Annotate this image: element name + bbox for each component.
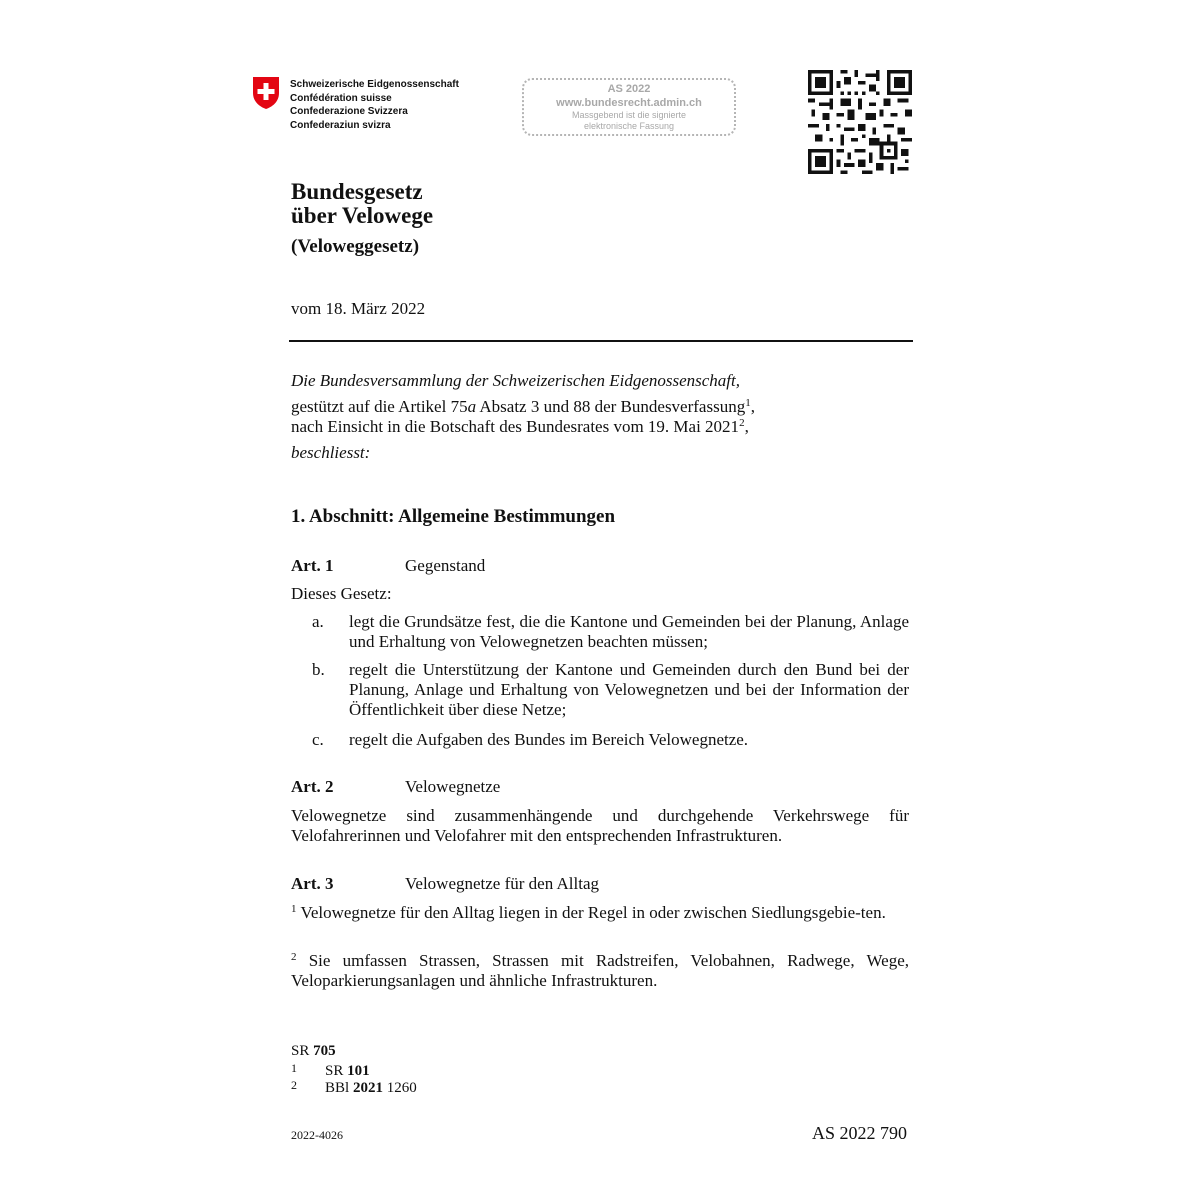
stamp-line4: elektronische Fassung <box>583 121 675 131</box>
article-title: Velowegnetze <box>405 777 501 796</box>
section-heading: 1. Abschnitt: Allgemeine Bestimmungen <box>291 506 616 527</box>
list-item-label: a. <box>312 612 324 631</box>
stamp-line1: AS 2022 <box>607 83 651 95</box>
footnote-number: 2 <box>291 1078 297 1092</box>
list-item-text: regelt die Unterstützung der Kantone und Gemeinden durch den Bund bei der Planung, Anlage und Erhaltung von Velowegnetzen und bei der Information der Öffentlichkeit über diese Netze; <box>349 660 909 719</box>
footnote-ref-1[interactable]: 1 <box>745 397 751 409</box>
preamble-assembly: Die Bundesversammlung der Schweizerischen Eidgenossenschaft, <box>291 371 740 390</box>
stamp-line3: Massgebend ist die signierte <box>571 110 687 120</box>
list-item-text: legt die Grundsätze fest, die die Kantone und Gemeinden bei der Planung, Anlage und Erhaltung von Velowegnetzen beachten müssen; <box>349 612 909 651</box>
preamble-message <box>291 417 749 437</box>
message-comma: , <box>744 417 749 436</box>
article-3-heading <box>291 874 599 894</box>
article-number: Art. 3 <box>291 874 334 893</box>
document-title <box>291 180 433 228</box>
confed-de: Schweizerische Eidgenossenschaft <box>290 79 459 90</box>
basis-comma: , <box>750 397 755 416</box>
enactment-date: vom 18. März 2022 <box>291 299 426 318</box>
article-number: Art. 2 <box>291 777 334 796</box>
list-item-text: regelt die Aufgaben des Bundes im Bereich Velowegnetze. <box>349 730 749 749</box>
list-item-label: b. <box>312 660 325 679</box>
article-number: Art. 1 <box>291 556 334 575</box>
confed-rm: Confederaziun svizra <box>290 119 391 131</box>
footnote-ref-2[interactable]: 2 <box>739 417 745 429</box>
article-title: Gegenstand <box>405 556 486 575</box>
title-divider <box>289 340 913 342</box>
article-3-paragraph-2 <box>291 951 909 991</box>
footnote-prefix: BBl <box>325 1080 353 1096</box>
footnote-2 <box>325 1080 417 1097</box>
document-number: 2022-4026 <box>291 1128 343 1142</box>
paragraph-number: 2 <box>291 951 297 963</box>
preamble-basis <box>291 397 755 417</box>
official-compilation-ref: AS 2022 790 <box>812 1123 908 1143</box>
qr-code-icon <box>808 70 912 174</box>
sr-number <box>291 1043 336 1060</box>
confed-it: Confederazione Svizzera <box>290 106 408 117</box>
paragraph-number: 1 <box>291 903 297 915</box>
preamble-resolves: beschliesst: <box>291 443 371 462</box>
footnote-number: 1 <box>291 1061 297 1075</box>
short-title: (Veloweggesetz) <box>291 236 420 257</box>
authenticity-stamp <box>522 78 736 136</box>
footnote-suffix: 1260 <box>382 1080 417 1096</box>
footnote-1 <box>325 1063 370 1080</box>
sr-prefix: SR <box>291 1043 314 1059</box>
article-3-paragraph-1 <box>291 903 909 923</box>
swiss-crest-icon <box>252 76 280 110</box>
confed-fr: Confédération suisse <box>290 92 392 104</box>
footnote-bold: 101 <box>347 1063 370 1079</box>
stamp-line2: www.bundesrecht.admin.ch <box>556 97 702 109</box>
basis-article-letter: a <box>467 397 477 416</box>
article-1-heading <box>291 556 485 576</box>
article-2-text: Velowegnetze sind zusammenhängende und durchgehende Verkehrswege für Velofahrerinnen und Velofahrer mit den entsprechenden Infrastrukturen. <box>291 806 909 845</box>
paragraph-text: Velowegnetze für den Alltag liegen in der Regel in oder zwischen Siedlungsgebie-ten. <box>300 903 886 922</box>
message-text: nach Einsicht in die Botschaft des Bundesrates vom 19. Mai 2021 <box>291 417 740 436</box>
sr-value: 705 <box>313 1043 336 1059</box>
list-item-label: c. <box>312 730 324 749</box>
confederation-names <box>290 78 459 132</box>
footnote-prefix: SR <box>325 1063 348 1079</box>
paragraph-text: Sie umfassen Strassen, Strassen mit Radstreifen, Velobahnen, Radwege, Wege, Veloparkierungsanlagen und ähnliche Infrastrukturen. <box>291 951 909 990</box>
title-line1: Bundesgesetz <box>291 179 423 204</box>
article-1-intro: Dieses Gesetz: <box>291 584 392 603</box>
article-title: Velowegnetze für den Alltag <box>405 874 600 893</box>
basis-text-cont: Absatz 3 und 88 der Bundesverfassung <box>476 397 746 416</box>
basis-text: gestützt auf die Artikel 75 <box>291 397 468 416</box>
article-2-heading <box>291 777 500 797</box>
title-line2: über Velowege <box>291 203 434 228</box>
footnote-bold: 2021 <box>352 1080 383 1096</box>
